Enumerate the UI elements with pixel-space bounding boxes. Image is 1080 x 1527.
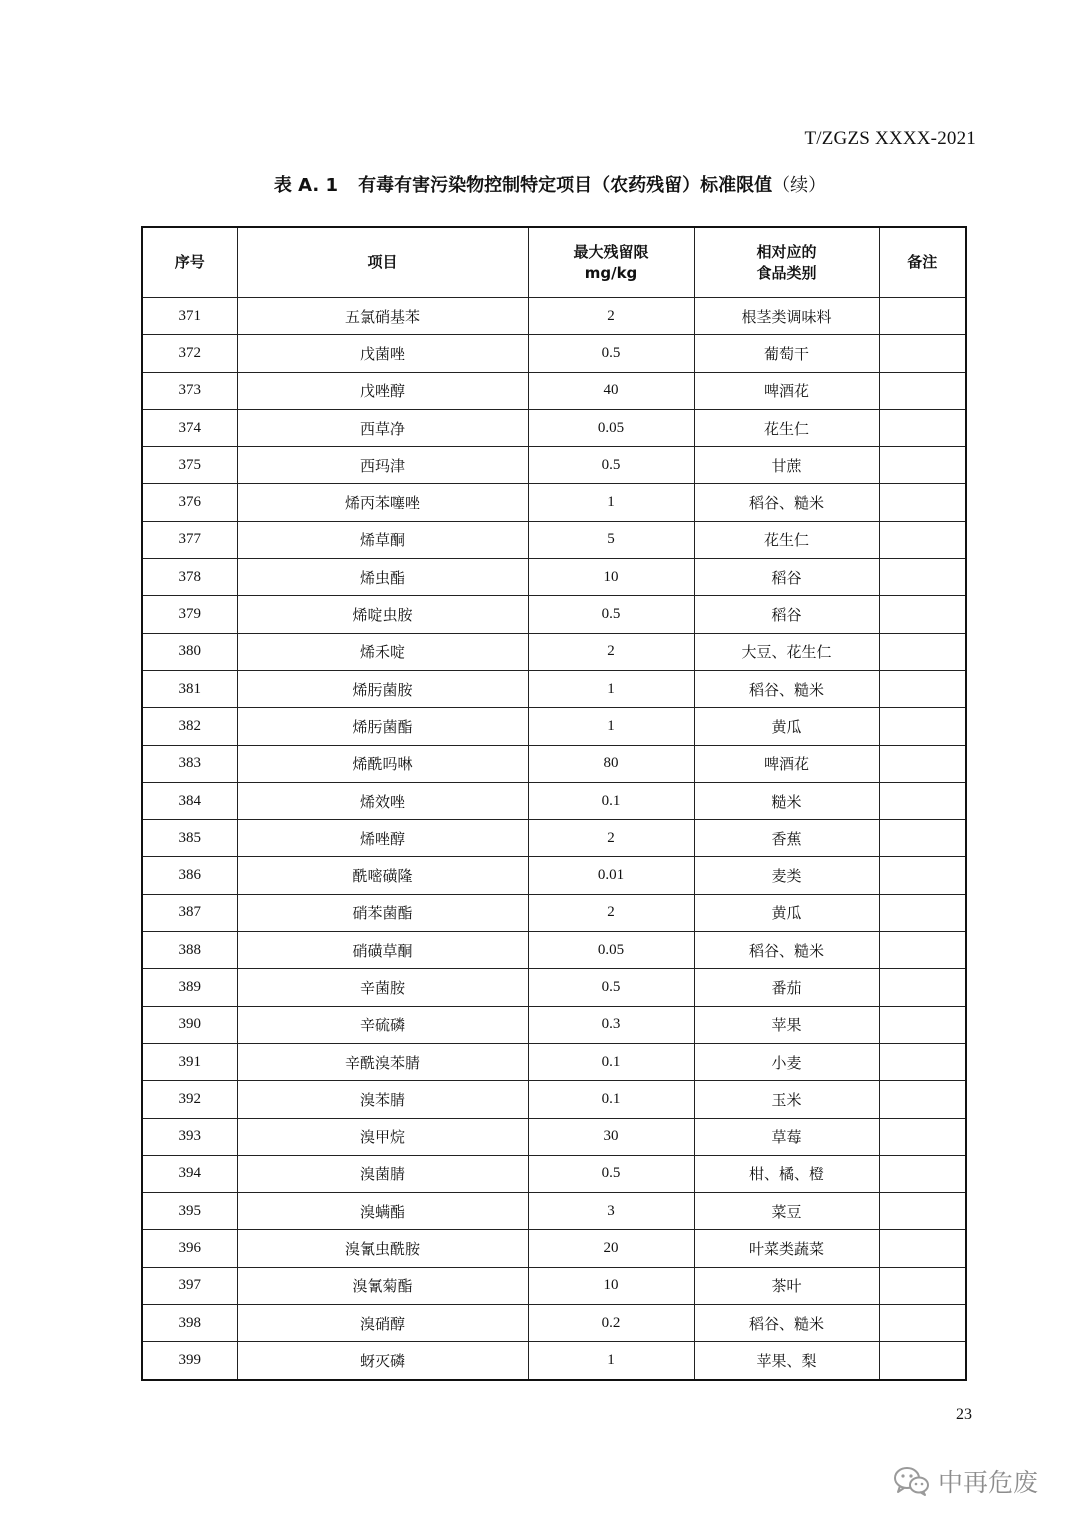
table-body xyxy=(142,298,966,1380)
cell-seq: 392 xyxy=(142,1081,237,1118)
cell-note xyxy=(879,932,966,969)
table-number: 表 A. 1 xyxy=(273,175,339,196)
table-row xyxy=(142,298,966,335)
cell-item: 辛酰溴苯腈 xyxy=(237,1043,528,1080)
cell-seq: 383 xyxy=(142,745,237,782)
page-number: 23 xyxy=(956,1406,972,1423)
cell-item: 戊唑醇 xyxy=(237,372,528,409)
cell-item: 烯酰吗啉 xyxy=(237,745,528,782)
cell-item: 戊菌唑 xyxy=(237,335,528,372)
cell-limit: 10 xyxy=(528,1267,694,1304)
cell-item: 西玛津 xyxy=(237,447,528,484)
cell-limit: 0.05 xyxy=(528,409,694,446)
cell-note xyxy=(879,335,966,372)
cell-note xyxy=(879,596,966,633)
cell-note xyxy=(879,521,966,558)
cell-food: 黄瓜 xyxy=(694,708,879,745)
cell-limit: 0.2 xyxy=(528,1305,694,1342)
table-row xyxy=(142,1006,966,1043)
table-row xyxy=(142,932,966,969)
table-row xyxy=(142,409,966,446)
cell-seq: 394 xyxy=(142,1155,237,1192)
cell-food: 葡萄干 xyxy=(694,335,879,372)
cell-seq: 386 xyxy=(142,857,237,894)
cell-note xyxy=(879,298,966,335)
header-limit-unit: mg/kg xyxy=(584,263,638,282)
header-note: 备注 xyxy=(879,227,966,298)
table-row xyxy=(142,1118,966,1155)
cell-item: 烯唑醇 xyxy=(237,820,528,857)
cell-note xyxy=(879,559,966,596)
cell-limit: 2 xyxy=(528,633,694,670)
cell-limit: 0.05 xyxy=(528,932,694,969)
table-row xyxy=(142,521,966,558)
cell-note xyxy=(879,1342,966,1380)
table-title-text: 有毒有害污染物控制特定项目（农药残留）标准限值 xyxy=(358,175,773,196)
cell-seq: 385 xyxy=(142,820,237,857)
table-continued: （续） xyxy=(772,175,827,196)
cell-item: 溴甲烷 xyxy=(237,1118,528,1155)
cell-limit: 1 xyxy=(528,1342,694,1380)
cell-item: 酰嘧磺隆 xyxy=(237,857,528,894)
cell-note xyxy=(879,670,966,707)
cell-seq: 395 xyxy=(142,1193,237,1230)
table-row xyxy=(142,708,966,745)
table-row xyxy=(142,633,966,670)
header-food-line2: 食品类别 xyxy=(756,263,817,282)
cell-limit: 0.1 xyxy=(528,1043,694,1080)
cell-seq: 380 xyxy=(142,633,237,670)
cell-note xyxy=(879,1193,966,1230)
cell-item: 五氯硝基苯 xyxy=(237,298,528,335)
table-row xyxy=(142,335,966,372)
cell-limit: 2 xyxy=(528,894,694,931)
cell-food: 稻谷、糙米 xyxy=(694,670,879,707)
cell-seq: 376 xyxy=(142,484,237,521)
cell-item: 烯丙苯噻唑 xyxy=(237,484,528,521)
cell-note xyxy=(879,1043,966,1080)
cell-item: 硝苯菌酯 xyxy=(237,894,528,931)
cell-item: 溴氰虫酰胺 xyxy=(237,1230,528,1267)
cell-item: 溴苯腈 xyxy=(237,1081,528,1118)
cell-note xyxy=(879,857,966,894)
table-row xyxy=(142,820,966,857)
table-header-row xyxy=(142,227,966,298)
cell-seq: 397 xyxy=(142,1267,237,1304)
table-row xyxy=(142,1193,966,1230)
cell-food: 花生仁 xyxy=(694,409,879,446)
cell-note xyxy=(879,447,966,484)
cell-seq: 389 xyxy=(142,969,237,1006)
table-row xyxy=(142,1305,966,1342)
cell-item: 溴氰菊酯 xyxy=(237,1267,528,1304)
cell-seq: 393 xyxy=(142,1118,237,1155)
cell-item: 西草净 xyxy=(237,409,528,446)
cell-food: 麦类 xyxy=(694,857,879,894)
cell-food: 大豆、花生仁 xyxy=(694,633,879,670)
cell-limit: 40 xyxy=(528,372,694,409)
cell-food: 稻谷 xyxy=(694,596,879,633)
table-row xyxy=(142,1043,966,1080)
cell-limit: 80 xyxy=(528,745,694,782)
table-row xyxy=(142,372,966,409)
cell-item: 辛硫磷 xyxy=(237,1006,528,1043)
cell-seq: 388 xyxy=(142,932,237,969)
cell-note xyxy=(879,708,966,745)
cell-item: 烯啶虫胺 xyxy=(237,596,528,633)
cell-item: 烯草酮 xyxy=(237,521,528,558)
cell-note xyxy=(879,782,966,819)
table-row xyxy=(142,1155,966,1192)
cell-limit: 2 xyxy=(528,298,694,335)
cell-food: 小麦 xyxy=(694,1043,879,1080)
cell-seq: 382 xyxy=(142,708,237,745)
cell-note xyxy=(879,372,966,409)
table-row xyxy=(142,857,966,894)
cell-note xyxy=(879,633,966,670)
cell-food: 柑、橘、橙 xyxy=(694,1155,879,1192)
table-row xyxy=(142,447,966,484)
cell-seq: 371 xyxy=(142,298,237,335)
cell-note xyxy=(879,1081,966,1118)
cell-food: 苹果、梨 xyxy=(694,1342,879,1380)
table-row xyxy=(142,1267,966,1304)
cell-food: 稻谷、糙米 xyxy=(694,1305,879,1342)
cell-seq: 374 xyxy=(142,409,237,446)
cell-note xyxy=(879,484,966,521)
cell-note xyxy=(879,1006,966,1043)
header-limit xyxy=(528,227,694,298)
cell-seq: 381 xyxy=(142,670,237,707)
header-food xyxy=(694,227,879,298)
header-limit-line1: 最大残留限 xyxy=(573,242,649,261)
cell-food: 香蕉 xyxy=(694,820,879,857)
cell-limit: 3 xyxy=(528,1193,694,1230)
table-row xyxy=(142,1081,966,1118)
cell-seq: 384 xyxy=(142,782,237,819)
wechat-icon xyxy=(892,1465,930,1497)
cell-food: 稻谷 xyxy=(694,559,879,596)
cell-limit: 1 xyxy=(528,708,694,745)
cell-item: 烯肟菌酯 xyxy=(237,708,528,745)
cell-food: 稻谷、糙米 xyxy=(694,484,879,521)
cell-food: 茶叶 xyxy=(694,1267,879,1304)
cell-limit: 1 xyxy=(528,484,694,521)
table-row xyxy=(142,1230,966,1267)
cell-limit: 0.5 xyxy=(528,447,694,484)
cell-limit: 0.5 xyxy=(528,335,694,372)
cell-seq: 372 xyxy=(142,335,237,372)
cell-seq: 373 xyxy=(142,372,237,409)
cell-note xyxy=(879,1118,966,1155)
table-row xyxy=(142,559,966,596)
watermark xyxy=(892,1461,1038,1501)
standard-code: T/ZGZS XXXX-2021 xyxy=(804,128,976,149)
header-item: 项目 xyxy=(237,227,528,298)
cell-limit: 10 xyxy=(528,559,694,596)
cell-food: 糙米 xyxy=(694,782,879,819)
cell-note xyxy=(879,409,966,446)
header-seq: 序号 xyxy=(142,227,237,298)
cell-limit: 0.3 xyxy=(528,1006,694,1043)
cell-food: 甘蔗 xyxy=(694,447,879,484)
cell-note xyxy=(879,1305,966,1342)
cell-item: 烯禾啶 xyxy=(237,633,528,670)
cell-item: 溴菌腈 xyxy=(237,1155,528,1192)
table-row xyxy=(142,894,966,931)
cell-item: 烯效唑 xyxy=(237,782,528,819)
cell-item: 辛菌胺 xyxy=(237,969,528,1006)
cell-food: 叶菜类蔬菜 xyxy=(694,1230,879,1267)
table-row xyxy=(142,782,966,819)
cell-note xyxy=(879,1267,966,1304)
cell-limit: 20 xyxy=(528,1230,694,1267)
cell-food: 草莓 xyxy=(694,1118,879,1155)
cell-note xyxy=(879,894,966,931)
cell-seq: 378 xyxy=(142,559,237,596)
cell-seq: 399 xyxy=(142,1342,237,1380)
cell-seq: 390 xyxy=(142,1006,237,1043)
cell-limit: 0.5 xyxy=(528,596,694,633)
cell-limit: 0.1 xyxy=(528,782,694,819)
cell-food: 啤酒花 xyxy=(694,745,879,782)
cell-item: 烯虫酯 xyxy=(237,559,528,596)
cell-note xyxy=(879,820,966,857)
cell-food: 根茎类调味料 xyxy=(694,298,879,335)
cell-food: 黄瓜 xyxy=(694,894,879,931)
cell-food: 花生仁 xyxy=(694,521,879,558)
cell-seq: 396 xyxy=(142,1230,237,1267)
cell-limit: 2 xyxy=(528,820,694,857)
cell-seq: 377 xyxy=(142,521,237,558)
table-row xyxy=(142,670,966,707)
pesticide-residue-table xyxy=(141,226,967,1381)
cell-limit: 0.01 xyxy=(528,857,694,894)
cell-seq: 387 xyxy=(142,894,237,931)
cell-note xyxy=(879,969,966,1006)
cell-limit: 5 xyxy=(528,521,694,558)
cell-limit: 0.5 xyxy=(528,1155,694,1192)
cell-seq: 391 xyxy=(142,1043,237,1080)
cell-seq: 379 xyxy=(142,596,237,633)
cell-item: 烯肟菌胺 xyxy=(237,670,528,707)
table-row xyxy=(142,596,966,633)
header-food-line1: 相对应的 xyxy=(756,242,817,261)
cell-note xyxy=(879,1230,966,1267)
cell-food: 啤酒花 xyxy=(694,372,879,409)
cell-limit: 1 xyxy=(528,670,694,707)
cell-item: 溴硝醇 xyxy=(237,1305,528,1342)
cell-food: 玉米 xyxy=(694,1081,879,1118)
watermark-text: 中再危废 xyxy=(938,1468,1039,1497)
table-row xyxy=(142,745,966,782)
cell-item: 溴螨酯 xyxy=(237,1193,528,1230)
table-row xyxy=(142,484,966,521)
cell-food: 菜豆 xyxy=(694,1193,879,1230)
cell-seq: 398 xyxy=(142,1305,237,1342)
table-row xyxy=(142,1342,966,1380)
cell-item: 硝磺草酮 xyxy=(237,932,528,969)
cell-note xyxy=(879,1155,966,1192)
cell-item: 蚜灭磷 xyxy=(237,1342,528,1380)
cell-limit: 0.1 xyxy=(528,1081,694,1118)
cell-food: 番茄 xyxy=(694,969,879,1006)
cell-food: 苹果 xyxy=(694,1006,879,1043)
table-title xyxy=(0,171,1080,197)
cell-note xyxy=(879,745,966,782)
cell-limit: 0.5 xyxy=(528,969,694,1006)
table-row xyxy=(142,969,966,1006)
cell-limit: 30 xyxy=(528,1118,694,1155)
cell-food: 稻谷、糙米 xyxy=(694,932,879,969)
cell-seq: 375 xyxy=(142,447,237,484)
